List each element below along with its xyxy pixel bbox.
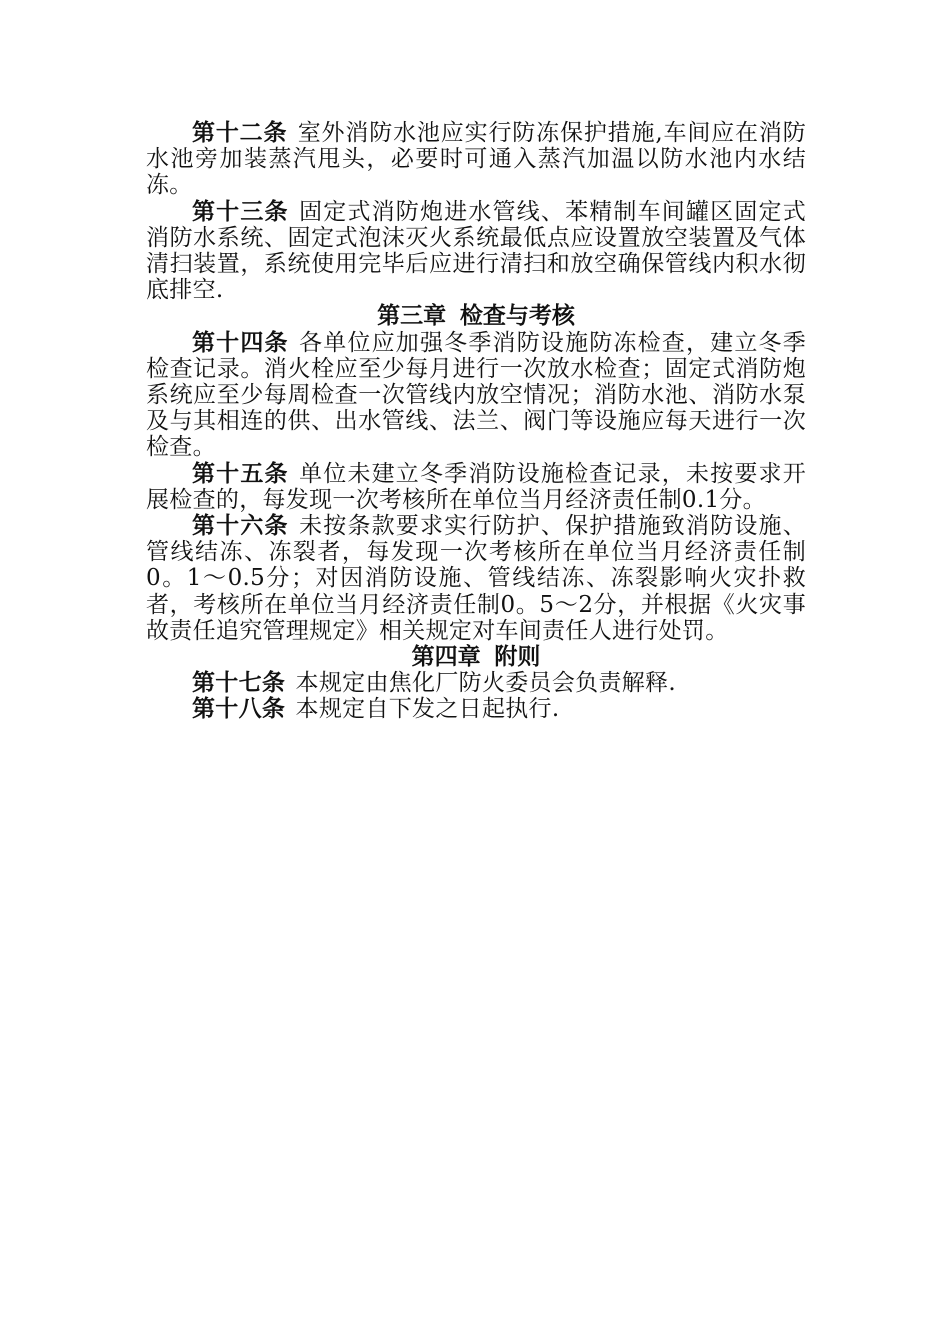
article-text: 各单位应加强冬季消防设施防冻检查，建立冬季检查记录。消火栓应至少每月进行一次放水检查；固定式消防炮系统应至少每周检查一次管线内放空情况；消防水池、消防水泵及与其相连的供、出水管线、法兰、阀门等设施应每天进行一次检查。 bbox=[146, 329, 806, 461]
chapter-4-heading bbox=[146, 644, 806, 670]
article-13 bbox=[146, 199, 806, 304]
article-label: 第十八条 bbox=[192, 695, 286, 723]
chapter-number: 第四章 bbox=[411, 643, 481, 671]
article-label: 第十五条 bbox=[192, 459, 289, 487]
chapter-title: 附则 bbox=[494, 643, 541, 671]
article-label: 第十二条 bbox=[192, 119, 288, 146]
article-label: 第十七条 bbox=[192, 669, 286, 697]
article-text: 室外消防水池应实行防冻保护措施,车间应在消防水池旁加装蒸汽甩头，必要时可通入蒸汽加温以防水池内水结冻。 bbox=[146, 120, 806, 199]
article-text: 本规定自下发之日起执行. bbox=[295, 696, 560, 723]
article-12 bbox=[146, 120, 806, 199]
article-label: 第十三条 bbox=[192, 197, 289, 225]
chapter-3-heading bbox=[146, 303, 806, 329]
chapter-title: 检查与考核 bbox=[459, 302, 575, 330]
article-17 bbox=[146, 670, 806, 696]
article-text: 单位未建立冬季消防设施检查记录，未按要求开展检查的，每发现一次考核所在单位当月经济责任制0.1分。 bbox=[146, 460, 806, 513]
chapter-number: 第三章 bbox=[377, 302, 447, 330]
article-text: 未按条款要求实行防护、保护措施致消防设施、管线结冻、冻裂者，每发现一次考核所在单位当月经济责任制0。1～0.5分；对因消防设施、管线结冻、冻裂影响火灾扑救者，考核所在单位当月经济责任制0。5～2分，并根据《火灾事故责任追究管理规定》相关规定对车间责任人进行处罚。 bbox=[146, 513, 806, 644]
article-label: 第十六条 bbox=[192, 512, 289, 540]
article-label: 第十四条 bbox=[192, 328, 289, 356]
article-18 bbox=[146, 696, 806, 722]
article-14 bbox=[146, 330, 806, 461]
document-page bbox=[146, 120, 806, 723]
article-text: 本规定由焦化厂防火委员会负责解释. bbox=[295, 670, 676, 697]
article-15 bbox=[146, 461, 806, 513]
article-16 bbox=[146, 513, 806, 644]
article-text: 固定式消防炮进水管线、苯精制车间罐区固定式消防水系统、固定式泡沫灭火系统最低点应设置放空装置及气体清扫装置，系统使用完毕后应进行清扫和放空确保管线内积水彻底排空. bbox=[146, 198, 806, 304]
